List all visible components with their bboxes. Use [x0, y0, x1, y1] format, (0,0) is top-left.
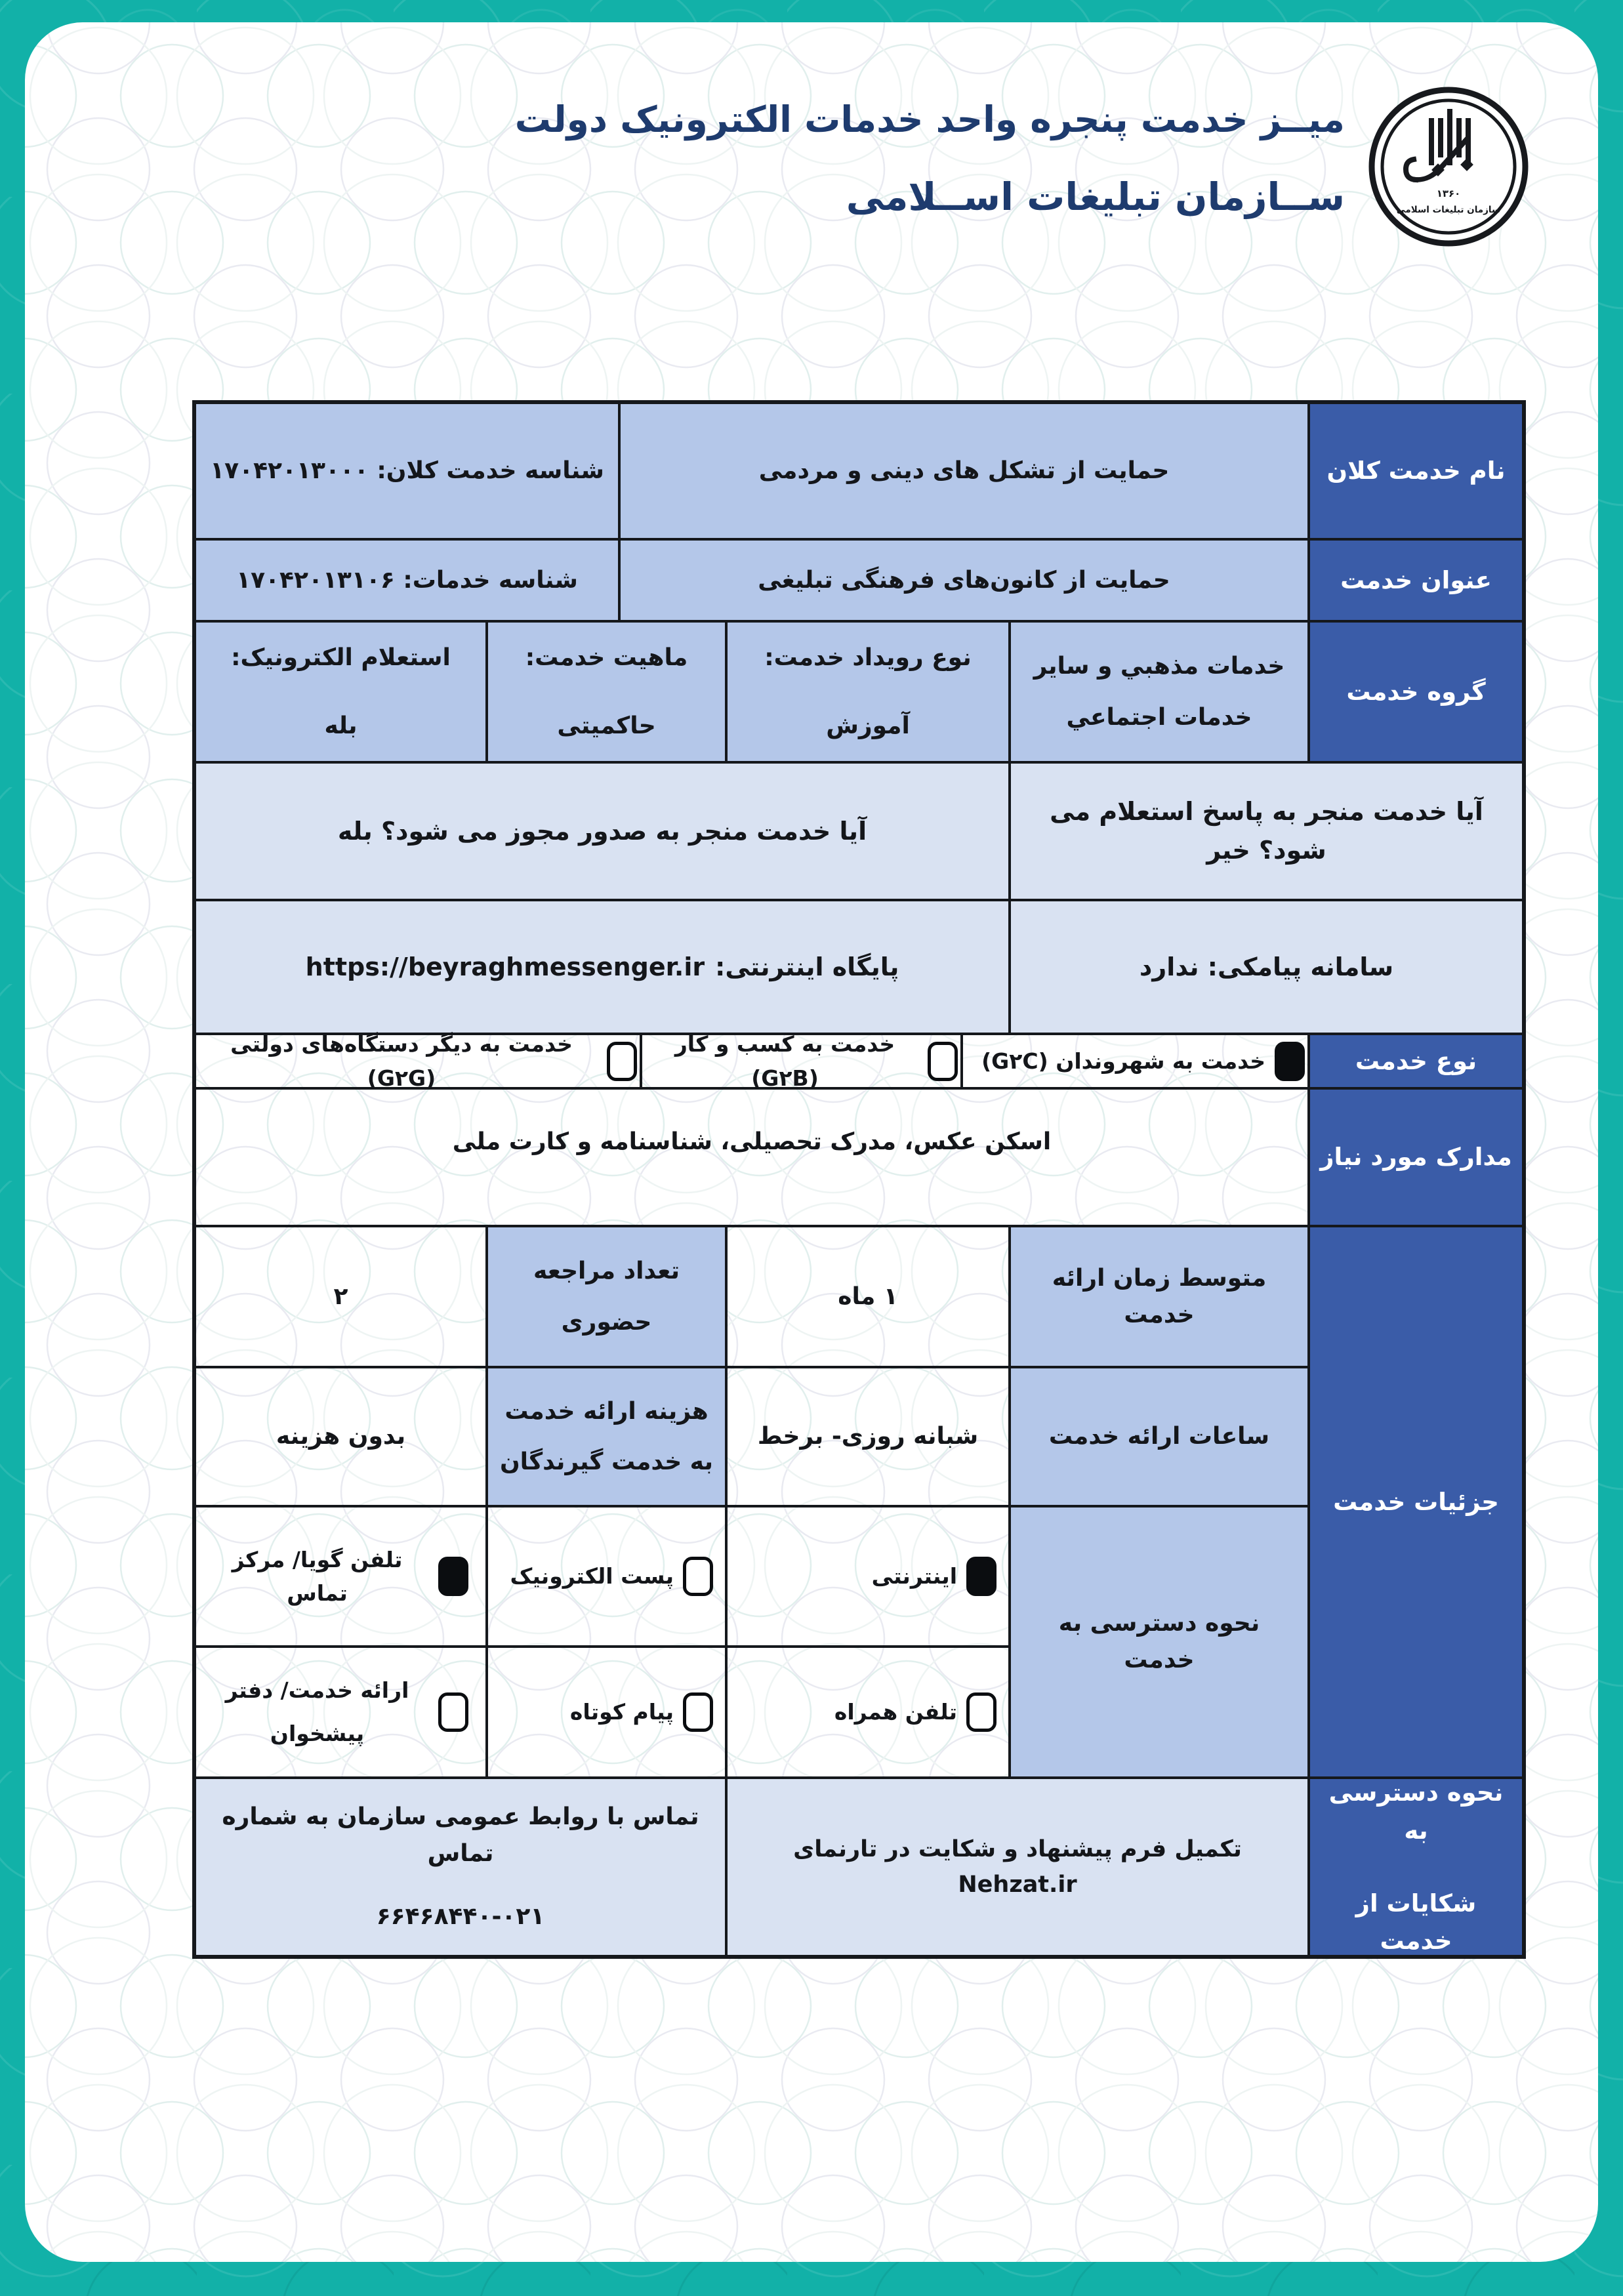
hours-label: ساعات ارائه خدمت [1010, 1367, 1309, 1506]
service-nature-value: حاکمیتی [557, 712, 656, 739]
row-header-documents: مدارک مورد نیاز [1309, 1088, 1523, 1226]
service-info-table [192, 400, 1526, 1959]
row-header-service-title: عنوان خدمت [1309, 539, 1523, 621]
row-header-macro-service: نام خدمت کلان [1309, 403, 1523, 539]
cost-value: بدون هزینه [195, 1367, 487, 1506]
service-type-g2g [195, 1031, 641, 1091]
seal-org-name: سازمان تبلیغات اسلامی [1396, 205, 1501, 215]
complaints-header-line1: نحوه دسترسی به [1328, 1778, 1504, 1845]
service-title-value: حمایت از کانون‌های فرهنگی تبلیغی [619, 539, 1309, 621]
g2b-checkbox[interactable] [928, 1042, 958, 1081]
organization-seal-logo [1366, 84, 1531, 249]
row-header-complaints [1309, 1778, 1523, 1956]
internet-label: اینترنتی [871, 1563, 957, 1589]
hours-value: شبانه روزی- برخط [726, 1367, 1010, 1506]
sms-checkbox[interactable] [683, 1692, 713, 1732]
macro-service-id: شناسه خدمت کلان: ۱۷۰۴۲۰۱۳۰۰۰ [195, 403, 619, 539]
seal-year: ۱۳۶۰ [1436, 188, 1461, 199]
g2c-label: خدمت به شهروندان (G۲C) [981, 1048, 1265, 1074]
access-internet [726, 1506, 1010, 1647]
complaints-phone-line1: تماس با روابط عمومی سازمان به شماره تماس [222, 1803, 699, 1868]
documents-value: اسکن عکس، مدرک تحصیلی، شناسنامه و کارت ملی [195, 1088, 1309, 1226]
avg-time-label: متوسط زمان ارائه خدمت [1010, 1226, 1309, 1367]
macro-service-value: حمایت از تشکل های دینی و مردمی [619, 403, 1309, 539]
service-event-value: آموزش [826, 712, 910, 739]
counter-office-checkbox[interactable] [438, 1692, 468, 1732]
g2g-label: خدمت به دیگر دستگاه‌های دولتی (G۲G) [230, 1031, 573, 1091]
email-label: پست الکترونیک [510, 1563, 674, 1589]
ivr-checkbox[interactable] [438, 1557, 468, 1596]
service-event-label: نوع رویداد خدمت: [764, 644, 972, 671]
access-email [487, 1506, 726, 1647]
visits-value: ۲ [195, 1226, 487, 1367]
inquiry-question: آیا خدمت منجر به پاسخ استعلام می شود؟ خیر [1010, 762, 1523, 900]
internet-checkbox[interactable] [966, 1557, 996, 1596]
complaints-header-line2: شکایات از خدمت [1355, 1889, 1477, 1956]
email-checkbox[interactable] [683, 1557, 713, 1596]
g2c-checkbox[interactable] [1275, 1042, 1305, 1081]
service-title-id: شناسه خدمات: ۱۷۰۴۲۰۱۳۱۰۶ [195, 539, 619, 621]
page-title: میــز خدمت پنجره واحد خدمات الکترونیک دولت [514, 98, 1345, 140]
complaints-phone [195, 1778, 726, 1956]
sms-system: سامانه پیامکی: ندارد [1010, 900, 1523, 1034]
sms-label: پیام کوتاه [569, 1699, 674, 1725]
service-type-g2c [962, 1034, 1309, 1088]
website [195, 900, 1010, 1034]
electronic-inquiry [195, 621, 487, 762]
electronic-inquiry-value: بله [324, 712, 358, 739]
avg-time-value: ۱ ماه [726, 1226, 1010, 1367]
row-header-service-group: گروه خدمت [1309, 621, 1523, 762]
service-nature [487, 621, 726, 762]
g2b-label: خدمت به کسب و کار (G۲B) [674, 1031, 895, 1091]
license-question: آیا خدمت منجر به صدور مجوز می شود؟ بله [195, 762, 1010, 900]
service-group-category: خدمات مذهبي و ساير خدمات اجتماعي [1010, 621, 1309, 762]
electronic-inquiry-label: استعلام الکترونیک: [231, 644, 451, 671]
website-label: پایگاه اینترنتی: [715, 952, 899, 981]
row-header-service-details: جزئیات خدمت [1309, 1226, 1523, 1778]
organization-name: ســازمان تبلیغات اســلامی [846, 174, 1345, 219]
document-title-block [515, 98, 1345, 219]
cost-label: هزینه ارائه خدمت به خدمت گیرندگان [487, 1367, 726, 1506]
service-nature-label: ماهیت خدمت: [525, 644, 688, 671]
complaints-online: تکمیل فرم پیشنهاد و شکایت در تارنمای Nehzat.ir [726, 1778, 1309, 1956]
service-type-g2b [641, 1031, 962, 1091]
ivr-label: تلفن گویا/ مرکز تماس [232, 1546, 403, 1606]
access-sms [487, 1647, 726, 1778]
mobile-checkbox[interactable] [966, 1692, 996, 1732]
complaints-phone-number: ۶۶۴۶۸۴۴۰-۰۲۱ [376, 1902, 545, 1930]
website-url: https://beyraghmessenger.ir [305, 952, 705, 981]
service-event-type [726, 621, 1010, 762]
mobile-label: تلفن همراه [834, 1699, 957, 1725]
g2g-checkbox[interactable] [607, 1042, 637, 1081]
row-header-service-type: نوع خدمت [1309, 1034, 1523, 1088]
access-method-header: نحوه دسترسی به خدمت [1010, 1506, 1309, 1778]
access-counter-office [195, 1647, 487, 1778]
access-ivr [195, 1506, 487, 1647]
counter-office-label: ارائه خدمت/ دفتر پیشخوان [225, 1677, 409, 1746]
access-mobile [726, 1647, 1010, 1778]
visits-label: تعداد مراجعه حضوری [487, 1226, 726, 1367]
